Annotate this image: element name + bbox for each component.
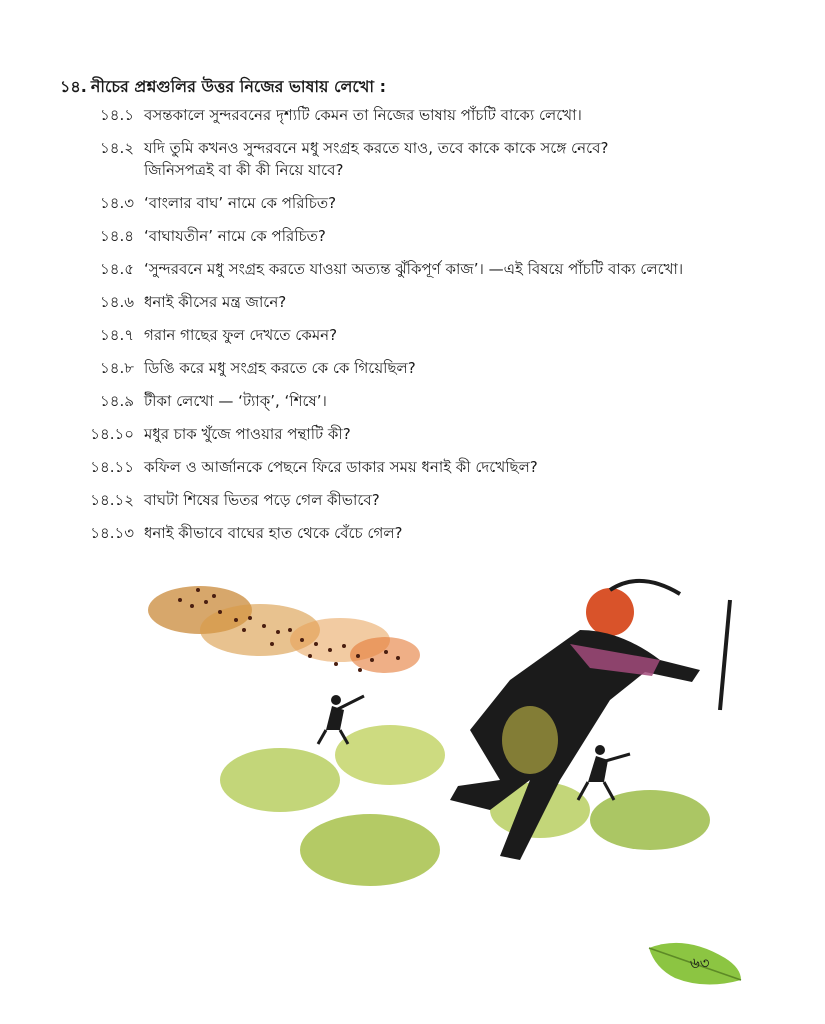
section-title: নীচের প্রশ্নগুলির উত্তর নিজের ভাষায় লেখো : (90, 77, 386, 96)
small-figure-right (578, 745, 630, 800)
question-number: ১৪.১১ (90, 458, 134, 476)
question-line: ধনাই কীভাবে বাঘের হাত থেকে বেঁচে গেল? (144, 524, 403, 542)
honey-collector-illustration (140, 560, 740, 920)
question-number: ১৪.৩ (100, 194, 134, 212)
question-text (144, 291, 760, 313)
question-item (60, 258, 760, 280)
question-number: ১৪.৭ (100, 326, 134, 344)
question-list (60, 104, 760, 555)
question-item (60, 390, 760, 412)
question-line: টীকা লেখো — ‘ট্যাক্’, ‘শিষে’। (144, 392, 327, 410)
section-heading (60, 74, 386, 101)
question-item (60, 291, 760, 313)
question-item (60, 225, 760, 247)
page-number: ৬৩ (690, 954, 710, 972)
question-text (144, 423, 760, 445)
question-line: যদি তুমি কখনও সুন্দরবনে মধু সংগ্রহ করতে যাও, তবে কাকে কাকে সঙ্গে নেবে? (144, 139, 609, 157)
question-line: বসন্তকালে সুন্দরবনের দৃশ্যটি কেমন তা নিজের ভাষায় পাঁচটি বাক্যে লেখো। (144, 106, 582, 124)
question-item (60, 522, 760, 544)
bee-swarm (148, 586, 420, 673)
question-text (144, 456, 760, 478)
question-text (144, 390, 760, 412)
question-line: ‘সুন্দরবনে মধু সংগ্রহ করতে যাওয়া অত্যন্ত ঝুঁকিপূর্ণ কাজ’। —এই বিষয়ে পাঁচটি বাক্য লেখো। (144, 260, 684, 278)
question-text (144, 104, 760, 126)
question-number: ১৪.৬ (100, 293, 134, 311)
question-line: গরান গাছের ফুল দেখতে কেমন? (144, 326, 338, 344)
question-text (144, 324, 760, 346)
section-number: ১৪. (60, 77, 87, 96)
question-text (144, 357, 760, 379)
question-number: ১৪.৪ (100, 227, 134, 245)
question-text (144, 522, 760, 544)
question-line: কফিল ও আর্জানকে পেছনে ফিরে ডাকার সময় ধনাই কী দেখেছিল? (144, 458, 538, 476)
bushes (220, 725, 710, 886)
question-text (144, 489, 760, 511)
question-line: বাঘটা শিষের ভিতর পড়ে গেল কীভাবে? (144, 491, 380, 509)
question-line: মধুর চাক খুঁজে পাওয়ার পন্থাটি কী? (144, 425, 351, 443)
question-line: জিনিসপত্রই বা কী কী নিয়ে যাবে? (144, 161, 344, 179)
question-line: ধনাই কীসের মন্ত্র জানে? (144, 293, 287, 311)
question-item (60, 423, 760, 445)
question-number: ১৪.১২ (90, 491, 134, 509)
question-number: ১৪.৯ (100, 392, 134, 410)
question-line: ‘বাঘাযতীন’ নামে কে পরিচিত? (144, 227, 326, 245)
question-number: ১৪.১ (100, 106, 134, 124)
question-line: ‘বাংলার বাঘ’ নামে কে পরিচিত? (144, 194, 337, 212)
question-text (144, 192, 760, 214)
question-item (60, 324, 760, 346)
question-line: ডিঙি করে মধু সংগ্রহ করতে কে কে গিয়েছিল? (144, 359, 416, 377)
question-number: ১৪.৮ (100, 359, 134, 377)
question-item (60, 456, 760, 478)
question-text (144, 258, 760, 280)
question-item (60, 192, 760, 214)
question-text (144, 225, 760, 247)
question-number: ১৪.১৩ (90, 524, 134, 542)
question-item (60, 489, 760, 511)
question-item (60, 104, 760, 126)
question-item (60, 357, 760, 379)
question-text (144, 137, 760, 181)
question-number: ১৪.৫ (100, 260, 134, 278)
question-item (60, 137, 760, 181)
question-number: ১৪.১০ (90, 425, 134, 443)
question-number: ১৪.২ (100, 139, 134, 157)
